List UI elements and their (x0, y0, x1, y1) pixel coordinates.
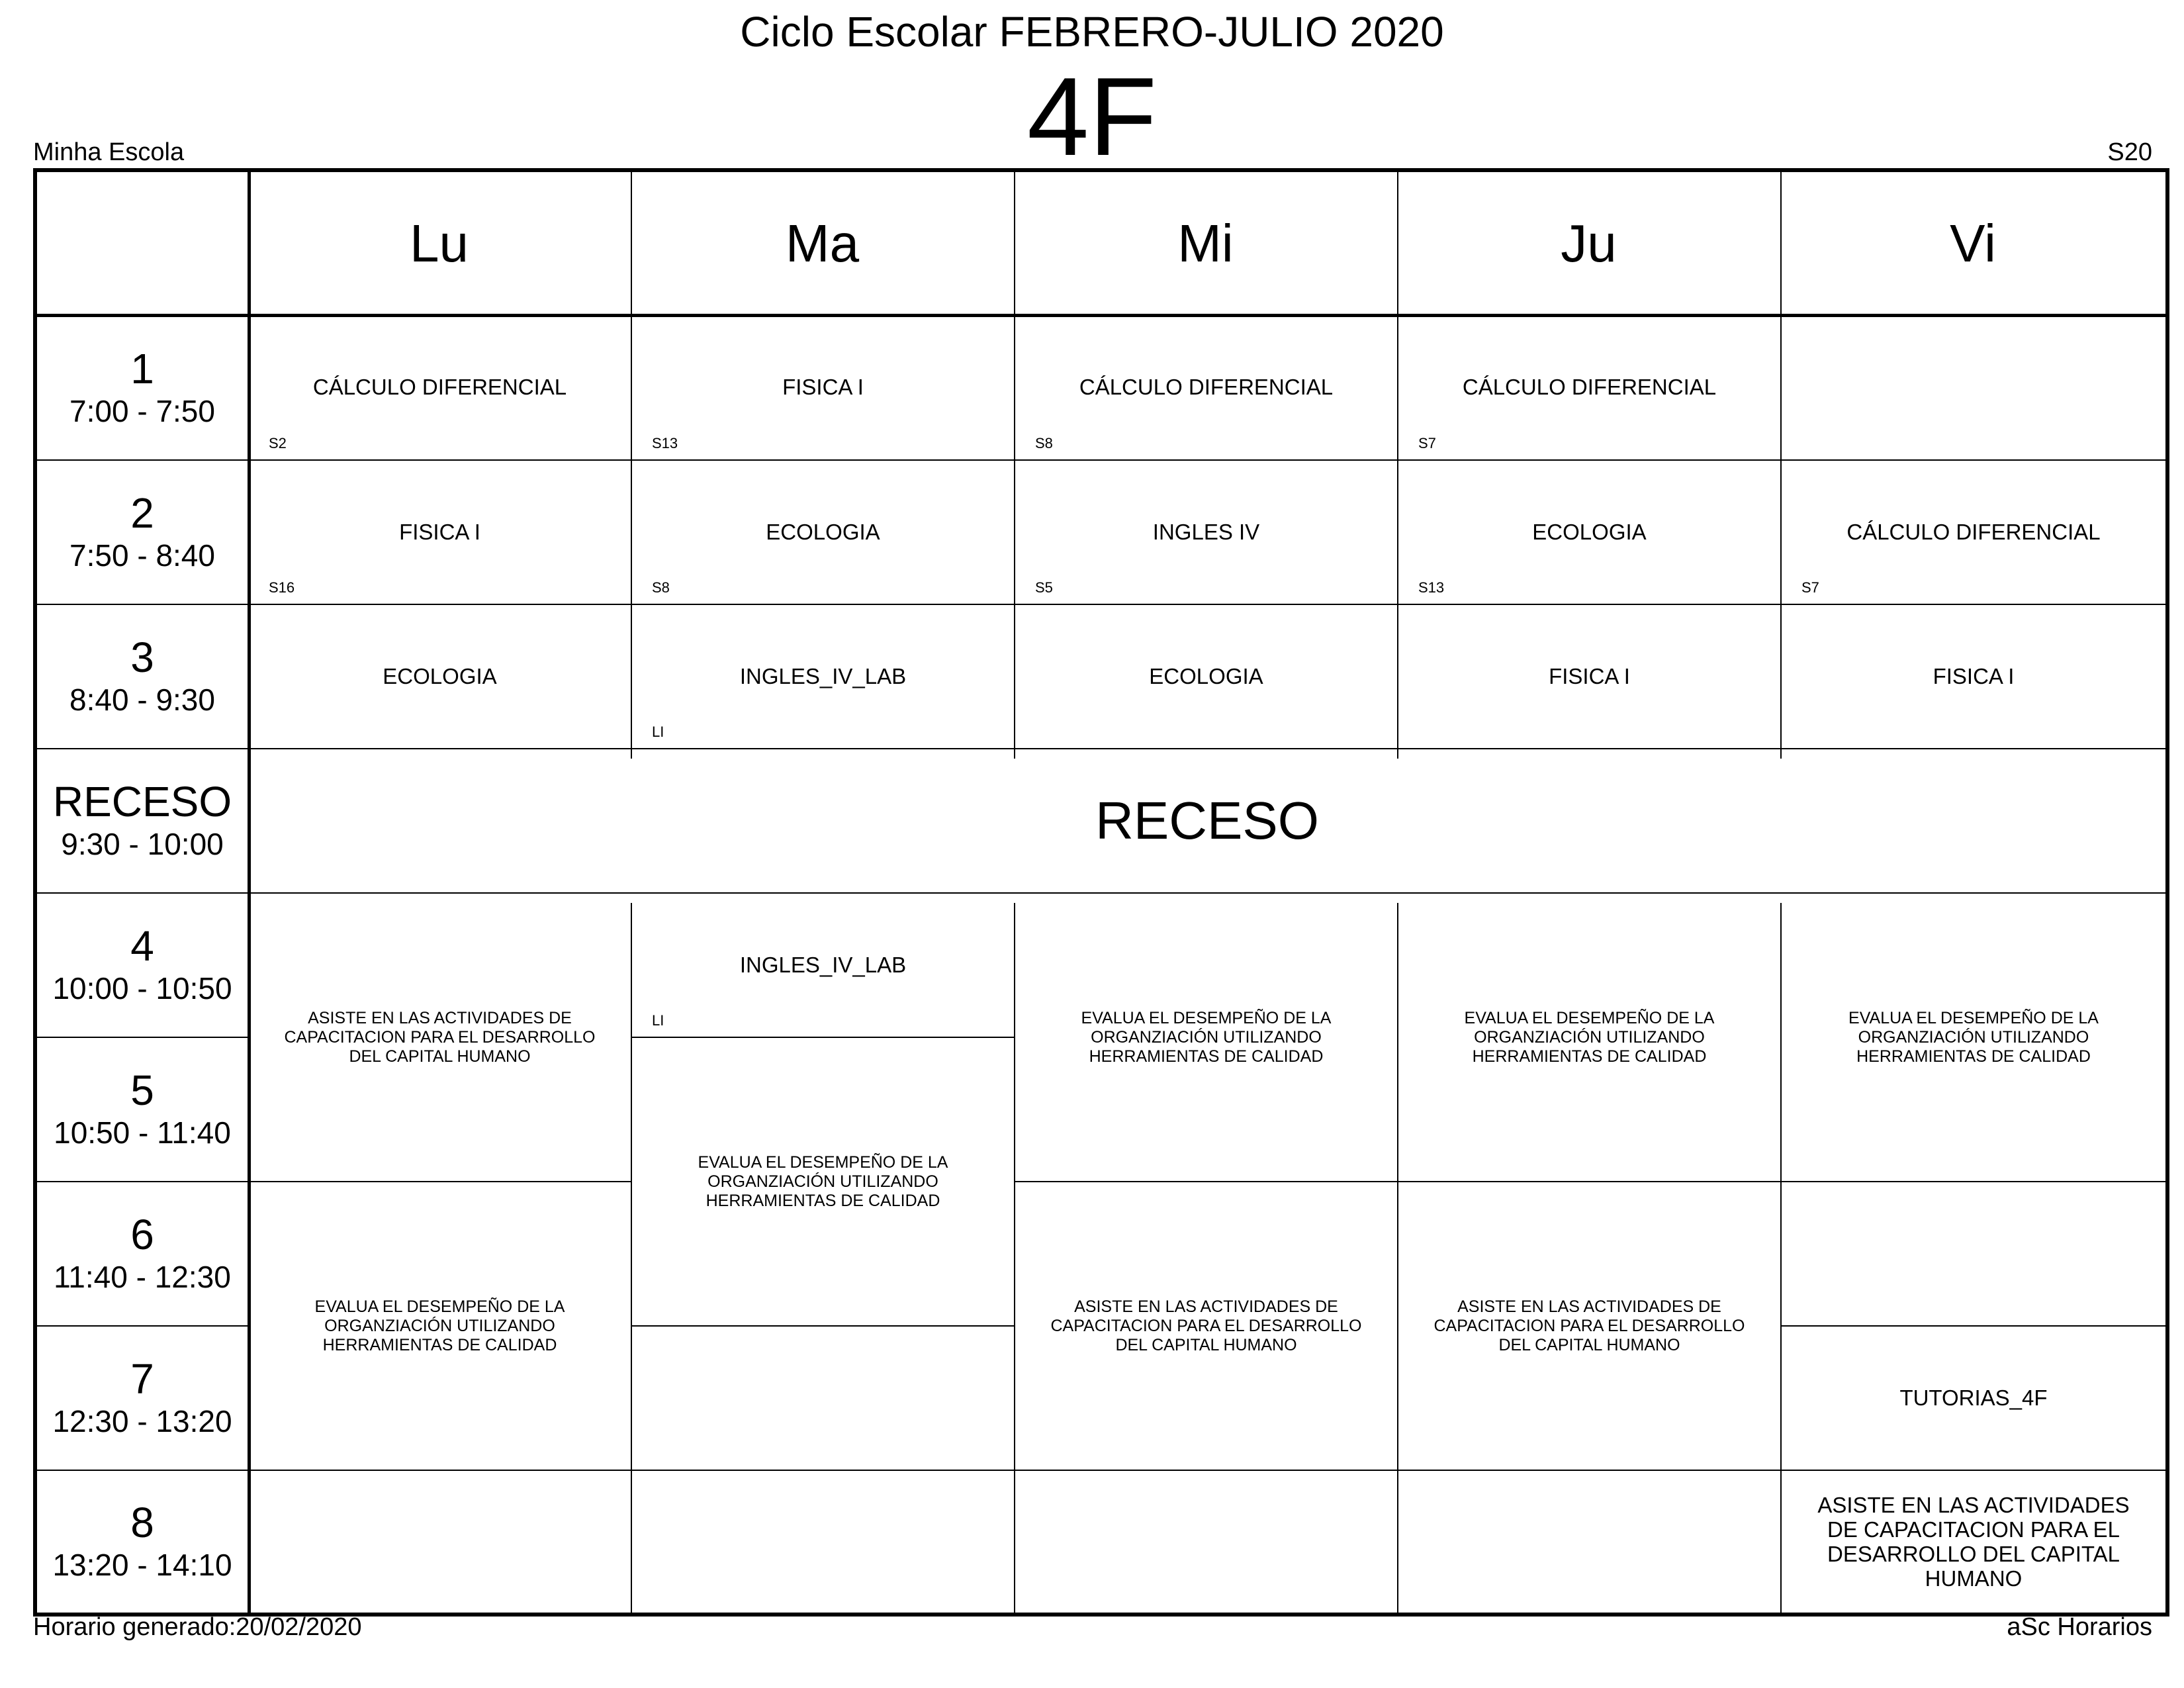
lesson-cell (632, 1038, 1014, 1325)
period-time: 7:00 - 7:50 (69, 394, 215, 428)
lesson-subject: ECOLOGIA (766, 520, 880, 544)
lesson-room: S5 (1035, 579, 1053, 596)
period-number: 6 (130, 1211, 154, 1258)
lesson-room: LI (652, 724, 664, 740)
lesson-cell (1398, 605, 1780, 748)
lesson-subject: ASISTE EN LAS ACTIVIDADES DE CAPACITACION PARA EL DESARROLLO DEL CAPITAL HUMANO (284, 1008, 596, 1066)
recess-label: RECESO (1095, 791, 1319, 850)
lesson-subject: CÁLCULO DIFERENCIAL (312, 375, 567, 399)
lesson-room: S16 (269, 579, 295, 596)
period-header (37, 748, 248, 892)
lesson-subject: EVALUA EL DESEMPEÑO DE LA ORGANZIACIÓN UTILIZANDO HERRAMIENTAS DE CALIDAD (1081, 1008, 1332, 1066)
day-header: Ma (785, 214, 860, 273)
period-time: 7:50 - 8:40 (69, 538, 215, 573)
lesson-cell (1782, 605, 2165, 748)
software-name: aSc Horarios (2007, 1613, 2152, 1641)
lesson-subject: EVALUA EL DESEMPEÑO DE LA ORGANZIACIÓN UTILIZANDO HERRAMIENTAS DE CALIDAD (698, 1152, 948, 1210)
lesson-cell (1398, 315, 1780, 459)
day-header: Vi (1950, 214, 1996, 273)
school-name: Minha Escola (33, 138, 185, 166)
period-header (37, 1181, 248, 1325)
lesson-subject: CÁLCULO DIFERENCIAL (1846, 520, 2101, 544)
lesson-subject: FISICA I (782, 375, 864, 399)
lesson-subject: INGLES_IV_LAB (739, 953, 907, 977)
lesson-cell (1015, 605, 1397, 748)
period-number: 3 (130, 633, 154, 681)
lesson-cell (1398, 1182, 1780, 1470)
lesson-cell (632, 605, 1014, 748)
lesson-cell (1782, 461, 2165, 604)
lesson-cell (1015, 894, 1397, 1181)
period-time: 12:30 - 13:20 (52, 1404, 232, 1438)
day-header: Mi (1177, 214, 1234, 273)
lesson-cell (249, 461, 631, 604)
period-time: 11:40 - 12:30 (54, 1260, 231, 1294)
lesson-subject: ASISTE EN LAS ACTIVIDADES DE CAPACITACION PARA EL DESARROLLO DEL CAPITAL HUMANO (1050, 1297, 1362, 1354)
period-number: RECESO (52, 778, 232, 825)
cycle-title: Ciclo Escolar FEBRERO-JULIO 2020 (740, 8, 1444, 56)
period-header (37, 604, 248, 748)
generated-date: Horario generado:20/02/2020 (33, 1613, 362, 1641)
lesson-cell (249, 894, 631, 1181)
period-number: 7 (130, 1355, 154, 1403)
lesson-room: S13 (652, 435, 678, 451)
lesson-subject: FISICA I (1549, 664, 1630, 688)
period-header (37, 1470, 248, 1613)
lesson-subject: INGLES IV (1152, 520, 1260, 544)
lesson-subject: ECOLOGIA (383, 664, 497, 688)
lesson-cell (632, 894, 1014, 1037)
period-number: 5 (130, 1066, 154, 1114)
period-time: 10:50 - 11:40 (54, 1115, 231, 1150)
lesson-cell (1015, 461, 1397, 604)
grid-line (631, 1325, 1014, 1327)
lesson-subject: ASISTE EN LAS ACTIVIDADES DE CAPACITACION PARA EL DESARROLLO DEL CAPITAL HUMANO (1433, 1297, 1745, 1354)
lesson-cell (249, 1182, 631, 1470)
lesson-room: S7 (1418, 435, 1436, 451)
lesson-cell (1782, 894, 2165, 1181)
day-header: Lu (410, 214, 469, 273)
lesson-subject: ECOLOGIA (1532, 520, 1647, 544)
lesson-subject: EVALUA EL DESEMPEÑO DE LA ORGANZIACIÓN UTILIZANDO HERRAMIENTAS DE CALIDAD (1848, 1008, 2099, 1066)
class-title: 4F (1026, 54, 1158, 179)
period-number: 1 (130, 345, 154, 393)
period-number: 8 (130, 1499, 154, 1546)
lesson-subject: INGLES_IV_LAB (739, 664, 907, 688)
period-header (37, 1325, 248, 1470)
period-number: 2 (130, 489, 154, 537)
lesson-room: S2 (269, 435, 287, 451)
lesson-cell (1398, 894, 1780, 1181)
timetable-grid (33, 168, 2169, 1617)
lesson-subject: FISICA I (399, 520, 480, 544)
period-header (37, 459, 248, 604)
period-header (37, 1037, 248, 1181)
lesson-room: LI (652, 1012, 664, 1029)
day-header: Ju (1561, 214, 1617, 273)
lesson-cell (249, 315, 631, 459)
lesson-cell (1015, 1182, 1397, 1470)
lesson-subject: EVALUA EL DESEMPEÑO DE LA ORGANZIACIÓN UTILIZANDO HERRAMIENTAS DE CALIDAD (1464, 1008, 1715, 1066)
lesson-cell (632, 461, 1014, 604)
lesson-room: S13 (1418, 579, 1445, 596)
lesson-subject: ASISTE EN LAS ACTIVIDADES DE CAPACITACION PARA EL DESARROLLO DEL CAPITAL HUMANO (1817, 1493, 2130, 1591)
period-time: 13:20 - 14:10 (52, 1548, 232, 1582)
lesson-subject: CÁLCULO DIFERENCIAL (1462, 375, 1717, 399)
period-time: 9:30 - 10:00 (61, 827, 224, 861)
lesson-room: S7 (1801, 579, 1819, 596)
room-code: S20 (2107, 138, 2152, 166)
lesson-cell (1398, 461, 1780, 604)
lesson-cell (249, 605, 631, 748)
lesson-subject: EVALUA EL DESEMPEÑO DE LA ORGANZIACIÓN UTILIZANDO HERRAMIENTAS DE CALIDAD (314, 1297, 565, 1354)
period-number: 4 (130, 922, 154, 970)
lesson-subject: CÁLCULO DIFERENCIAL (1079, 375, 1334, 399)
lesson-subject: TUTORIAS_4F (1899, 1385, 2048, 1410)
lesson-cell (632, 315, 1014, 459)
lesson-cell (1782, 1327, 2165, 1470)
lesson-room: S8 (1035, 435, 1053, 451)
period-header (37, 315, 248, 459)
recess-cell (249, 749, 2165, 892)
lesson-cell (1782, 1471, 2165, 1613)
period-time: 10:00 - 10:50 (52, 971, 232, 1006)
lesson-cell (1015, 315, 1397, 459)
period-time: 8:40 - 9:30 (69, 682, 215, 717)
period-header (37, 892, 248, 1037)
lesson-subject: FISICA I (1933, 664, 2015, 688)
lesson-subject: ECOLOGIA (1149, 664, 1263, 688)
lesson-room: S8 (652, 579, 670, 596)
